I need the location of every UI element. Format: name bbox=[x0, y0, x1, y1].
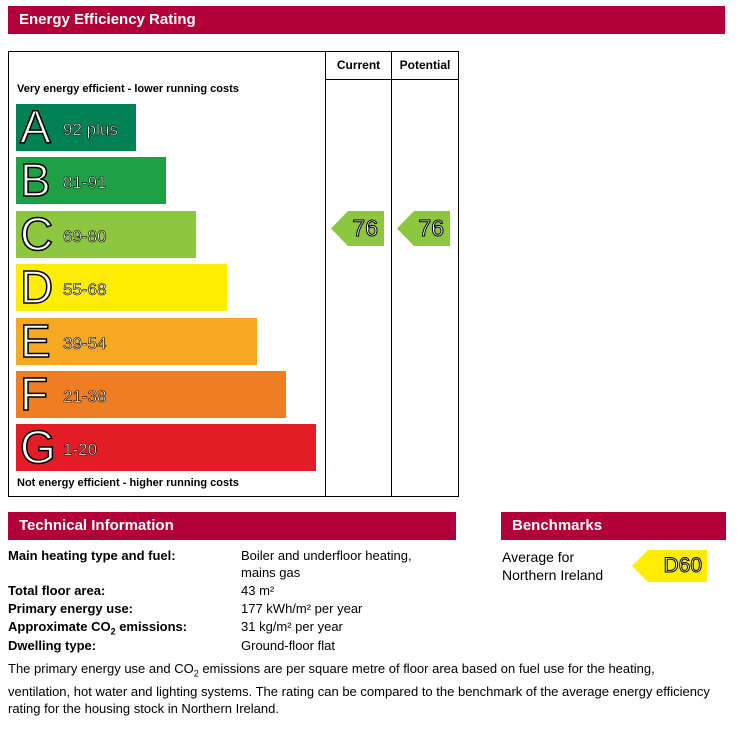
floor-area-label: Total floor area: bbox=[8, 583, 106, 598]
benchmark-label-2: Northern Ireland bbox=[502, 567, 604, 583]
benchmark-label: Average for bbox=[502, 549, 575, 565]
divider bbox=[325, 79, 458, 80]
band-f bbox=[16, 368, 286, 420]
heating-label: Main heating type and fuel: bbox=[8, 548, 176, 563]
band-letter: D bbox=[20, 261, 54, 313]
benchmark-arrow bbox=[632, 550, 707, 582]
technical-info-header: Technical Information bbox=[8, 512, 456, 540]
heating-value-2: mains gas bbox=[241, 565, 301, 580]
dwelling-type-value: Ground-floor flat bbox=[241, 638, 335, 653]
co2-emissions-value: 31 kg/m² per year bbox=[241, 619, 343, 634]
band-e bbox=[16, 315, 257, 367]
divider bbox=[391, 52, 392, 496]
band-letter: C bbox=[20, 208, 54, 260]
band-range: 39-54 bbox=[63, 334, 107, 353]
band-d bbox=[16, 261, 227, 313]
primary-energy-label: Primary energy use: bbox=[8, 601, 134, 616]
band-range: 55-68 bbox=[63, 280, 107, 299]
current-rating-value: 76 bbox=[352, 215, 378, 241]
band-range: 81-91 bbox=[63, 173, 107, 192]
bottom-caption: Not energy efficient - higher running costs bbox=[17, 477, 239, 489]
energy-rating-header: Energy Efficiency Rating bbox=[8, 6, 725, 34]
band-range: 1-20 bbox=[63, 440, 98, 459]
benchmarks-header: Benchmarks bbox=[501, 512, 726, 540]
benchmark-value: D60 bbox=[663, 554, 702, 577]
current-column-header: Current bbox=[336, 58, 381, 72]
dwelling-type-label: Dwelling type: bbox=[8, 638, 97, 653]
band-range: 69-80 bbox=[63, 227, 107, 246]
band-g bbox=[16, 421, 316, 473]
potential-rating-value: 76 bbox=[418, 215, 444, 241]
band-b bbox=[16, 154, 166, 206]
band-letter: F bbox=[20, 368, 49, 420]
band-a bbox=[16, 101, 136, 153]
footnote: The primary energy use and $CO_2$ emissions are per square metre of floor area based on fuel use for the heating, ventilation, hot water and lighting systems. The rating can be compared to the benchmark of the average energy efficiency rating for the housing stock in Northern Ireland. bbox=[8, 661, 710, 716]
current-rating-arrow bbox=[331, 211, 384, 246]
band-c bbox=[16, 208, 196, 260]
band-letter: B bbox=[20, 154, 51, 206]
rating-chart bbox=[8, 51, 459, 497]
band-letter: G bbox=[20, 421, 56, 473]
potential-rating-arrow bbox=[397, 211, 450, 246]
divider bbox=[325, 52, 326, 496]
band-range: 92 plus bbox=[63, 120, 118, 139]
heating-value: Boiler and underfloor heating, bbox=[241, 548, 412, 563]
band-range: 21-38 bbox=[63, 387, 107, 406]
primary-energy-value: 177 kWh/m² per year bbox=[241, 601, 363, 616]
floor-area-value: 43 m² bbox=[241, 583, 275, 598]
band-letter: E bbox=[20, 315, 51, 367]
potential-column-header: Potential bbox=[399, 58, 451, 72]
top-caption: Very energy efficient - lower running costs bbox=[17, 83, 239, 95]
band-letter: A bbox=[20, 101, 51, 153]
co2-emissions-label: Approximate $CO_2$ emissions: bbox=[8, 619, 188, 637]
